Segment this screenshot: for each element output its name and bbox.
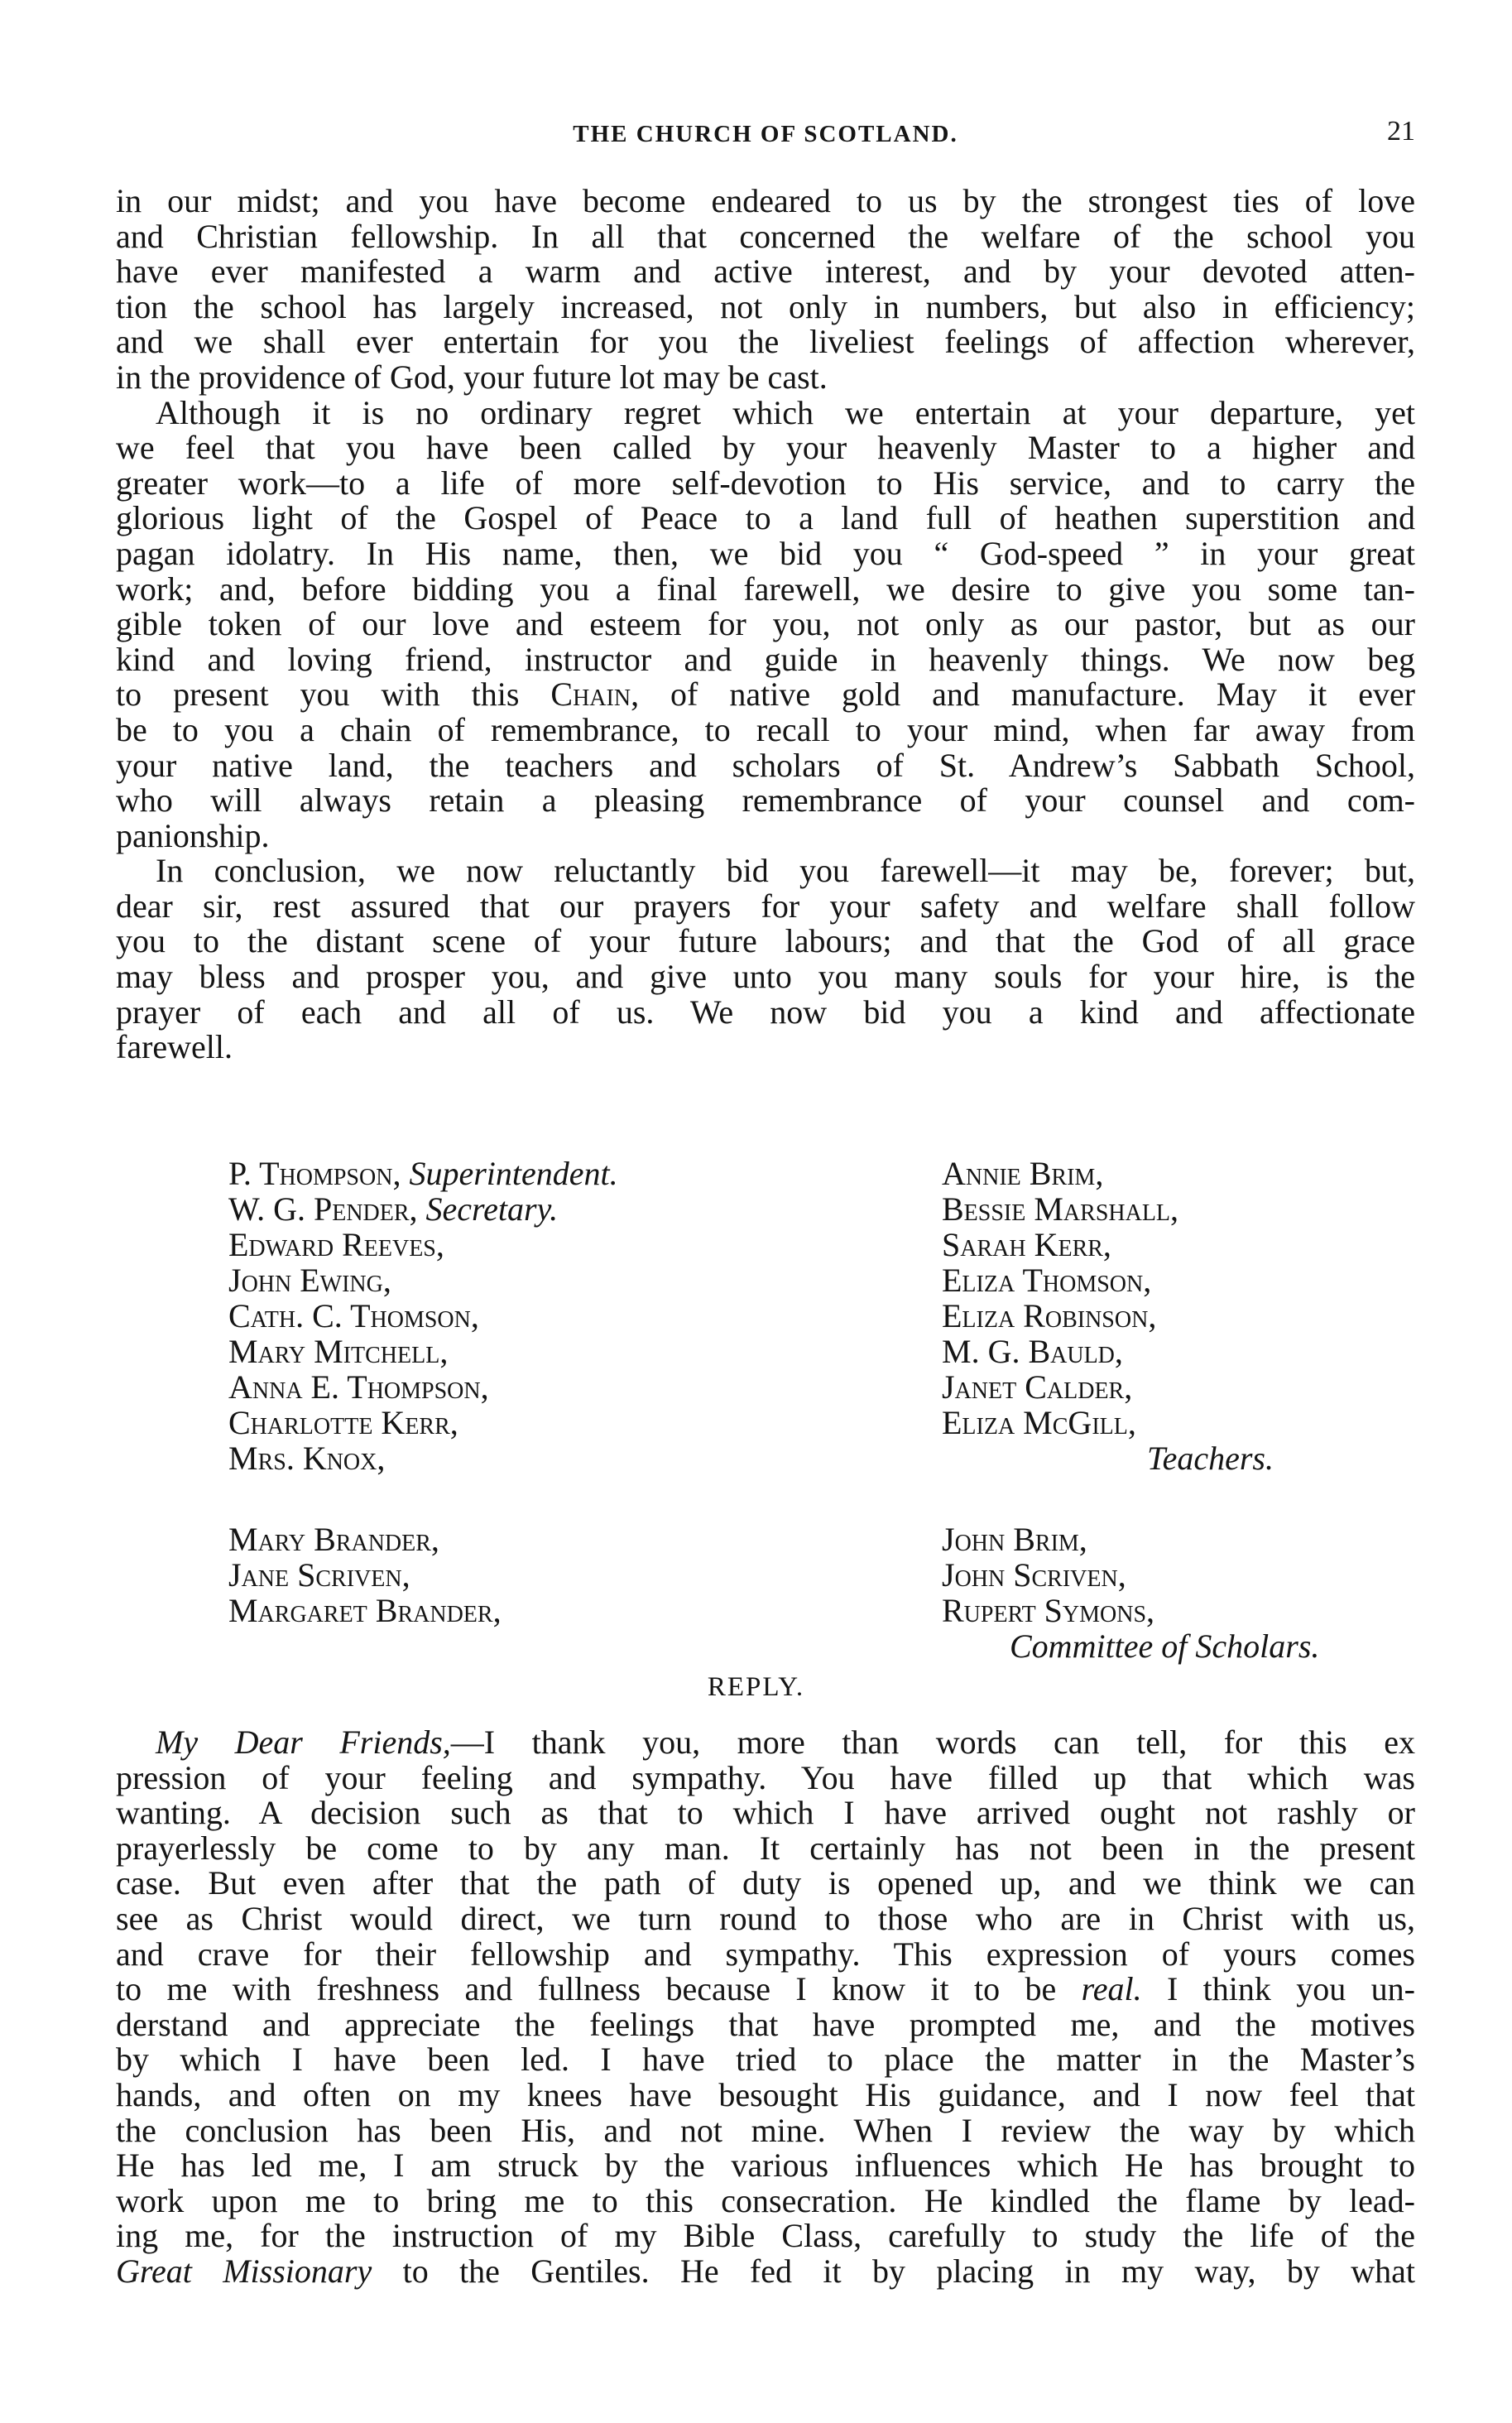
text-line: and crave for their fellowship and sympathy. This expression of yours comes — [116, 1935, 1415, 1973]
text-line: farewell. — [116, 1028, 233, 1066]
text-run: to present you with this — [116, 675, 520, 714]
text-line: kind and loving friend, instructor and guide in heavenly things. We now beg — [116, 640, 1415, 678]
signature: Cath. C. Thomson, — [228, 1297, 479, 1334]
text-line: we feel that you have been called by your heavenly Master to a higher and — [116, 429, 1415, 467]
text-line: and we shall ever entertain for you the liveliest feelings of affection wherever, — [116, 323, 1415, 361]
signature: Mary Mitchell, — [228, 1333, 449, 1370]
text-line: case. But even after that the path of duty is opened up, and we think we can — [116, 1864, 1415, 1902]
text-line: glorious light of the Gospel of Peace to a land full of heathen superstition and — [116, 499, 1415, 537]
signature: Bessie Marshall, — [942, 1190, 1179, 1228]
scholars-label: Committee of Scholars. — [1010, 1627, 1320, 1665]
text-line: derstand and appreciate the feelings that have prompted me, and the motives — [116, 2005, 1415, 2043]
text-line: prayer of each and all of us. We now bid you a kind and affectionate — [116, 993, 1415, 1031]
text-line: who will always retain a pleasing remembrance of your counsel and com- — [116, 781, 1415, 820]
signature: Edward Reeves, — [228, 1226, 444, 1263]
signature: Eliza McGill, — [942, 1404, 1136, 1441]
text-line: pression of your feeling and sympathy. You have filled up that which was — [116, 1758, 1415, 1796]
text-line — [116, 1972, 1415, 2007]
signature: Jane Scriven, — [228, 1556, 410, 1594]
running-head — [116, 116, 1415, 162]
text-line: have ever manifested a warm and active interest, and by your devoted atten- — [116, 252, 1415, 291]
text-line: work upon me to bring me to this consecration. He kindled the flame by lead- — [116, 2181, 1415, 2219]
text-line: and Christian fellowship. In all that concerned the welfare of the school you — [116, 217, 1415, 255]
text-line: In conclusion, we now reluctantly bid you farewell—it may be, forever; but, — [156, 852, 1415, 890]
text-line: may bless and prosper you, and give unto you many souls for your hire, is the — [116, 958, 1415, 996]
reply-heading: REPLY. — [707, 1672, 805, 1702]
text-line: by which I have been led. I have tried to place the matter in the Master’s — [116, 2041, 1415, 2079]
signature: M. G. Bauld, — [942, 1333, 1123, 1370]
signature: W. G. Pender, Secretary. — [228, 1190, 559, 1228]
text-line: pagan idolatry. In His name, then, we bid you “ God-speed ” in your great — [116, 534, 1415, 572]
salutation: My Dear Friends, — [156, 1724, 451, 1761]
text-line — [116, 1725, 1415, 1761]
text-line: see as Christ would direct, we turn round to those who are in Christ with us, — [116, 1899, 1415, 1937]
chain-word: Chain — [550, 675, 631, 714]
text-run: I think you un- — [1141, 1970, 1415, 2008]
text-line: be to you a chain of remembrance, to recall to your mind, when far away from — [116, 710, 1415, 748]
emphasis-great-missionary: Great Missionary — [116, 2252, 372, 2290]
scholars-right-column — [942, 1522, 1319, 1664]
signature: Rupert Symons, — [942, 1592, 1155, 1629]
signature: P. Thompson, Superintendent. — [228, 1155, 618, 1192]
page-number: 21 — [1387, 116, 1415, 147]
text-run: to the Gentiles. He fed it by placing in my way, by what — [372, 2252, 1416, 2290]
text-line: He has led me, I am struck by the various influences which He has brought to — [116, 2147, 1415, 2185]
text-line: the conclusion has been His, and not mine. When I review the way by which — [116, 2111, 1415, 2149]
signature: Anna E. Thompson, — [228, 1368, 489, 1406]
scholars-left-column — [228, 1522, 502, 1628]
signature: Eliza Robinson, — [942, 1297, 1157, 1334]
signature: John Ewing, — [228, 1262, 391, 1299]
signature: John Scriven, — [942, 1556, 1126, 1594]
signature: Mrs. Knox, — [228, 1440, 386, 1477]
text-line: in our midst; and you have become endeared to us by the strongest ties of love — [116, 182, 1415, 219]
signature: Eliza Thomson, — [942, 1262, 1152, 1299]
signature: Mary Brander, — [228, 1521, 439, 1558]
text-line: wanting. A decision such as that to which I have arrived ought not rashly or — [116, 1794, 1415, 1832]
text-line: gible token of our love and esteem for you, not only as our pastor, but as our — [116, 605, 1415, 643]
text-line: in the providence of God, your future lot may be cast. — [116, 358, 828, 396]
text-line: tion the school has largely increased, not only in numbers, but also in efficiency; — [116, 287, 1415, 325]
text-line — [116, 677, 1415, 713]
text-line: prayerlessly be come to by any man. It certainly has not been in the present — [116, 1829, 1415, 1867]
text-line: Although it is no ordinary regret which we entertain at your departure, yet — [156, 393, 1415, 431]
text-line: dear sir, rest assured that our prayers for your safety and welfare shall follow — [116, 887, 1415, 925]
text-line — [116, 2254, 1415, 2290]
signature: John Brim, — [942, 1521, 1087, 1558]
text-line: panionship. — [116, 816, 270, 854]
teachers-right-column — [942, 1156, 1274, 1476]
running-head-title: THE CHURCH OF SCOTLAND. — [573, 121, 958, 147]
teachers-label: Teachers. — [1147, 1440, 1274, 1477]
text-run: to me with freshness and fullness because I know it to be — [116, 1970, 1057, 2008]
text-line: hands, and often on my knees have besought His guidance, and I now feel that — [116, 2075, 1415, 2113]
text-line: greater work—to a life of more self-devotion to His service, and to carry the — [116, 464, 1415, 502]
text-line: ing me, for the instruction of my Bible Class, carefully to study the life of the — [116, 2217, 1415, 2255]
text-run: —I thank you, more than words can tell, for this ex — [450, 1724, 1415, 1761]
text-line: you to the distant scene of your future labours; and that the God of all grace — [116, 922, 1415, 960]
address-text — [116, 184, 1415, 1065]
reply-text — [116, 1725, 1415, 2290]
text-run: , of native gold and manufacture. May it ever — [631, 675, 1416, 714]
teachers-left-column — [228, 1156, 618, 1476]
signature: Janet Calder, — [942, 1368, 1133, 1406]
signature: Margaret Brander, — [228, 1592, 502, 1629]
signature: Annie Brim, — [942, 1155, 1104, 1192]
signature: Sarah Kerr, — [942, 1226, 1111, 1263]
text-line: your native land, the teachers and scholars of St. Andrew’s Sabbath School, — [116, 746, 1415, 784]
emphasis-real: real. — [1081, 1970, 1142, 2008]
signature: Charlotte Kerr, — [228, 1404, 458, 1441]
text-line: work; and, before bidding you a final farewell, we desire to give you some tan- — [116, 570, 1415, 608]
